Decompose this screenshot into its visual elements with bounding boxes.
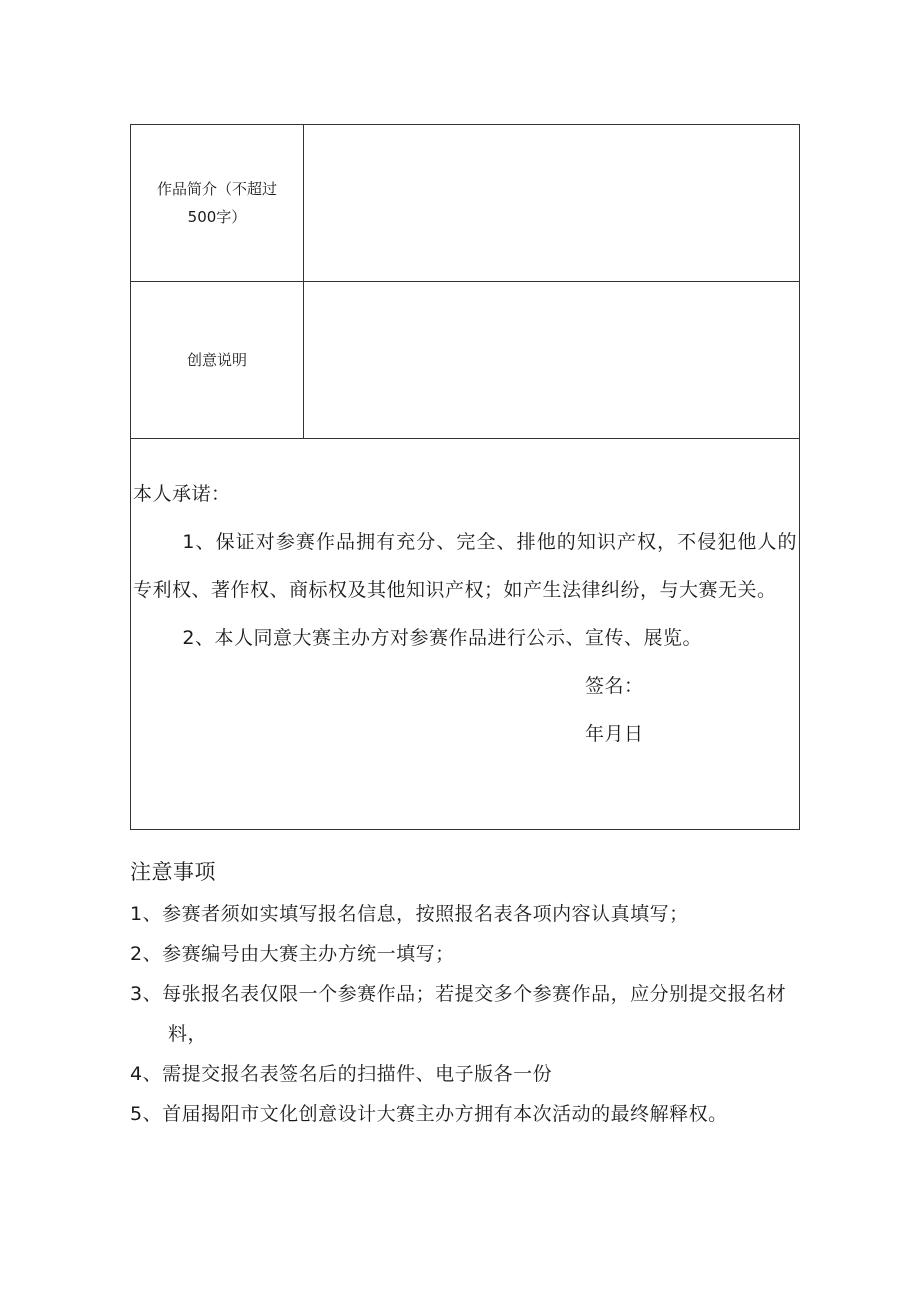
notes-title: 注意事项 bbox=[130, 860, 216, 884]
creative-idea-field[interactable] bbox=[304, 282, 800, 439]
work-intro-label bbox=[131, 125, 304, 282]
note-item-3: 3、每张报名表仅限一个参赛作品；若提交多个参赛作品，应分别提交报名材料， bbox=[130, 983, 787, 1045]
notes-section bbox=[130, 852, 800, 1134]
creative-idea-row bbox=[131, 282, 800, 439]
work-intro-field[interactable] bbox=[304, 125, 800, 282]
note-item-5: 5、首届揭阳市文化创意设计大赛主办方拥有本次活动的最终解释权。 bbox=[130, 1103, 728, 1125]
work-intro-row bbox=[131, 125, 800, 282]
pledge-item-2: 2、本人同意大赛主办方对参赛作品进行公示、宣传、展览。 bbox=[182, 627, 702, 649]
note-item-1: 1、参赛者须如实填写报名信息，按照报名表各项内容认真填写； bbox=[130, 903, 689, 925]
registration-form-table bbox=[130, 124, 800, 830]
pledge-heading: 本人承诺： bbox=[133, 483, 231, 505]
work-intro-label-line2: 500字） bbox=[187, 208, 247, 226]
signature-label: 签名： bbox=[585, 675, 644, 697]
work-intro-label-line1: 作品简介（不超过 bbox=[156, 180, 277, 198]
pledge-row bbox=[131, 439, 800, 830]
date-label: 年月日 bbox=[585, 723, 644, 745]
creative-idea-label: 创意说明 bbox=[131, 282, 304, 439]
note-item-4: 4、需提交报名表签名后的扫描件、电子版各一份 bbox=[130, 1063, 553, 1085]
pledge-item-1: 1、保证对参赛作品拥有充分、完全、排他的知识产权，不侵犯他人的专利权、著作权、商标权及其他知识产权；如产生法律纠纷，与大赛无关。 bbox=[133, 531, 797, 601]
pledge-cell bbox=[131, 439, 800, 830]
note-item-2: 2、参赛编号由大赛主办方统一填写； bbox=[130, 943, 455, 965]
